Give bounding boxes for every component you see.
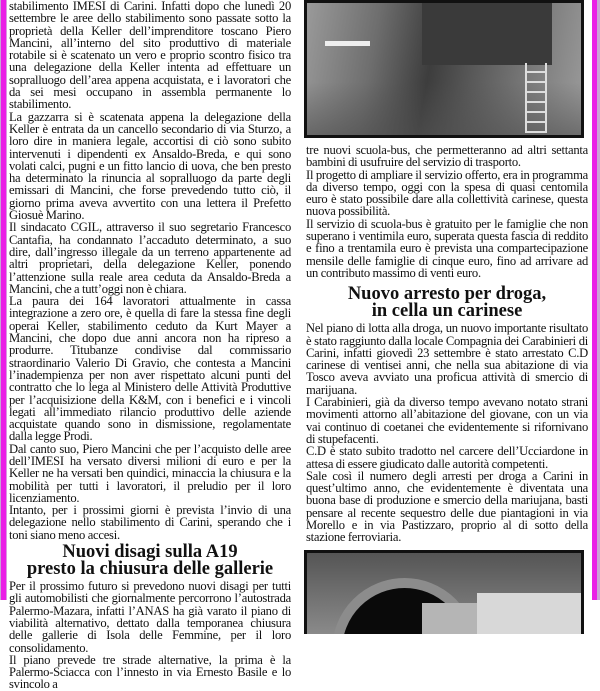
paragraph: stabilimento IMESI di Carini. Infatti dopo che lunedì 20 settembre le aree dello stabilimento sono passate sotto la proprietà della Keller dell’imprenditore toscano Piero Mancini, all’interno del sito produttivo di materiale rotabile si è scatenato un vero e proprio scontro fisico tra una delegazione della Keller intenta ad effettuare un sopralluogo dell’area appena acquistata, e i lavoratori che da sei mesi occupano in assembla permanente lo stabilimento.: [9, 0, 291, 112]
factory-photo: [304, 0, 584, 138]
paragraph: Per il prossimo futuro si prevedono nuovi disagi per tutti gli automobilisti che giornalmente percorrono l’autostrada Palermo-Mazara, infatti l’ANAS ha già varato il piano di viabilità alternativo, dettato dalla temporanea chiusura delle gallerie di Isola delle Femmine, per il loro consolidamento.: [9, 579, 291, 655]
page-border-right: [592, 0, 600, 600]
paragraph: La gazzarra si è scatenata appena la delegazione della Keller è entrata da un cancello secondario di via Sturzo, a loro dire in maniera legale, accortisi di ciò sono subito intervenuti i dipendenti ex Ansaldo-Breda, e qui sono volati calci, pugni e un fitto lancio di uova, che ben presto ha determinato la rinuncia al sopralluogo da parte degli emissari di Mancini, che forse prevedendo tutto ciò, il giorno prima aveva avvertito con una lettera il Prefetto Giosuè Marino.: [9, 109, 291, 223]
headline-line: Nuovo arresto per droga,: [347, 284, 547, 305]
paragraph: Il progetto di ampliare il servizio offerto, era in programma da diverso tempo, oggi con la spesa di quasi centomila euro è stato possibile dare alla collettività carinese, questa nuova possibilità.: [306, 167, 588, 219]
train-carriage: [422, 3, 552, 65]
headline-line: presto la chiusura delle gallerie: [26, 559, 274, 580]
page-border-left: [0, 0, 7, 600]
headline-line: in cella un carinese: [371, 301, 523, 322]
paragraph: tre nuovi scuola-bus, che permetteranno ad altri settanta bambini di usufruire del servizio di trasporto.: [306, 143, 588, 170]
headline-a19: [9, 544, 291, 578]
article-keller-body: [9, 0, 291, 541]
paragraph: Intanto, per i prossimi giorni è prevista l’invio di una delegazione nello stabilimento di Carini, sperando che i toni siano meno accesi.: [9, 503, 291, 542]
paragraph: Il servizio di scuola-bus è gratuito per le famiglie che non superano i ventimila euro, superata questa fascia di reddito e fino a trentamila euro è prevista una compartecipazione mensile delle famiglie di cinque euro, fino ad arrivare ad un contributo massimo di venti euro.: [306, 216, 588, 280]
paragraph: C.D è stato subito tradotto nel carcere dell’Ucciardone in attesa di essere giudicato dalle autorità competenti.: [306, 444, 588, 471]
headline-droga: [306, 286, 588, 320]
paragraph: Nel piano di lotta alla droga, un nuovo importante risultato è stato raggiunto dalla locale Compagnia dei Carabinieri di Carini, infatti giovedì 23 settembre è stato arrestato C.D carinese di ventisei anni, che nella sua abitazione di via Tosco aveva avviato una proficua attività di smercio di marijuana.: [306, 321, 588, 397]
truck-cab: [477, 593, 584, 634]
paragraph: Il sindacato CGIL, attraverso il suo segretario Francesco Cantafia, ha condannato l’accaduto determinato, a suo dire, dall’ingresso illegale da un terreno appartenente ad altri proprietari, della delegazione Keller, ponendo l’attenzione sulla reale area ceduta da Ansaldo-Breda a Mancini, che a tutt’oggi non è chiara.: [9, 220, 291, 296]
truck-trailer: [422, 603, 482, 634]
article-a19-body: [9, 580, 291, 691]
ladder: [525, 63, 547, 133]
left-column: [9, 0, 291, 691]
ceiling-light: [325, 41, 370, 46]
article-scuolabus-body: [306, 144, 588, 279]
paragraph: Sale così il numero degli arresti per droga a Carini in quest’ultimo anno, che evidentemente è diventata una buona base di produzione e smercio della mariujana, basti pensare al recente sequestro delle due piantagioni in via Morello e in via Pastizzaro, proprio al di sotto della stazione ferroviaria.: [306, 468, 588, 545]
article-droga-body: [306, 322, 588, 543]
paragraph: Il piano prevede tre strade alternative, la prima è la Palermo-Sciacca con l’innesto in via Ernesto Basile e lo svincolo a: [9, 652, 291, 691]
tunnel-photo: [304, 550, 584, 634]
paragraph: I Carabinieri, già da diverso tempo avevano notato strani movimenti attorno all’abitazione del giovane, con un via vai continuo di coetanei che evidentemente si rifornivano di stupefacenti.: [306, 395, 588, 446]
paragraph: La paura dei 164 lavoratori attualmente in cassa integrazione a zero ore, è quella di fare la stessa fine degli operai Keller, stabilimento ceduto da Kurt Mayer a Mancini, che dopo due anni ancora non ha ripreso a produrre. Titubanze condivise dal commissario straordinario Valerio Di Gravio, che contesta a Mancini l’inadempienza per non aver rispettato alcuni punti del contratto che lo lega al Ministero delle Attività Produttive per l’acquisizione della K&M, con i benefici e i vincoli legati all’immediato rilancio produttivo delle aziende acquistate quando sono in dismissione, regolamentate dalla legge Prodi.: [9, 294, 291, 444]
right-column: [306, 0, 588, 634]
paragraph: Dal canto suo, Piero Mancini che per l’acquisto delle aree dell’IMESI ha versato diversi milioni di euro e per la Keller ne ha versati ben quindici, minaccia la chiusura e la mobilità per tutti i lavoratori, il preludio per il loro licenziamento.: [9, 441, 291, 505]
headline-line: Nuovi disagi sulla A19: [62, 542, 238, 563]
